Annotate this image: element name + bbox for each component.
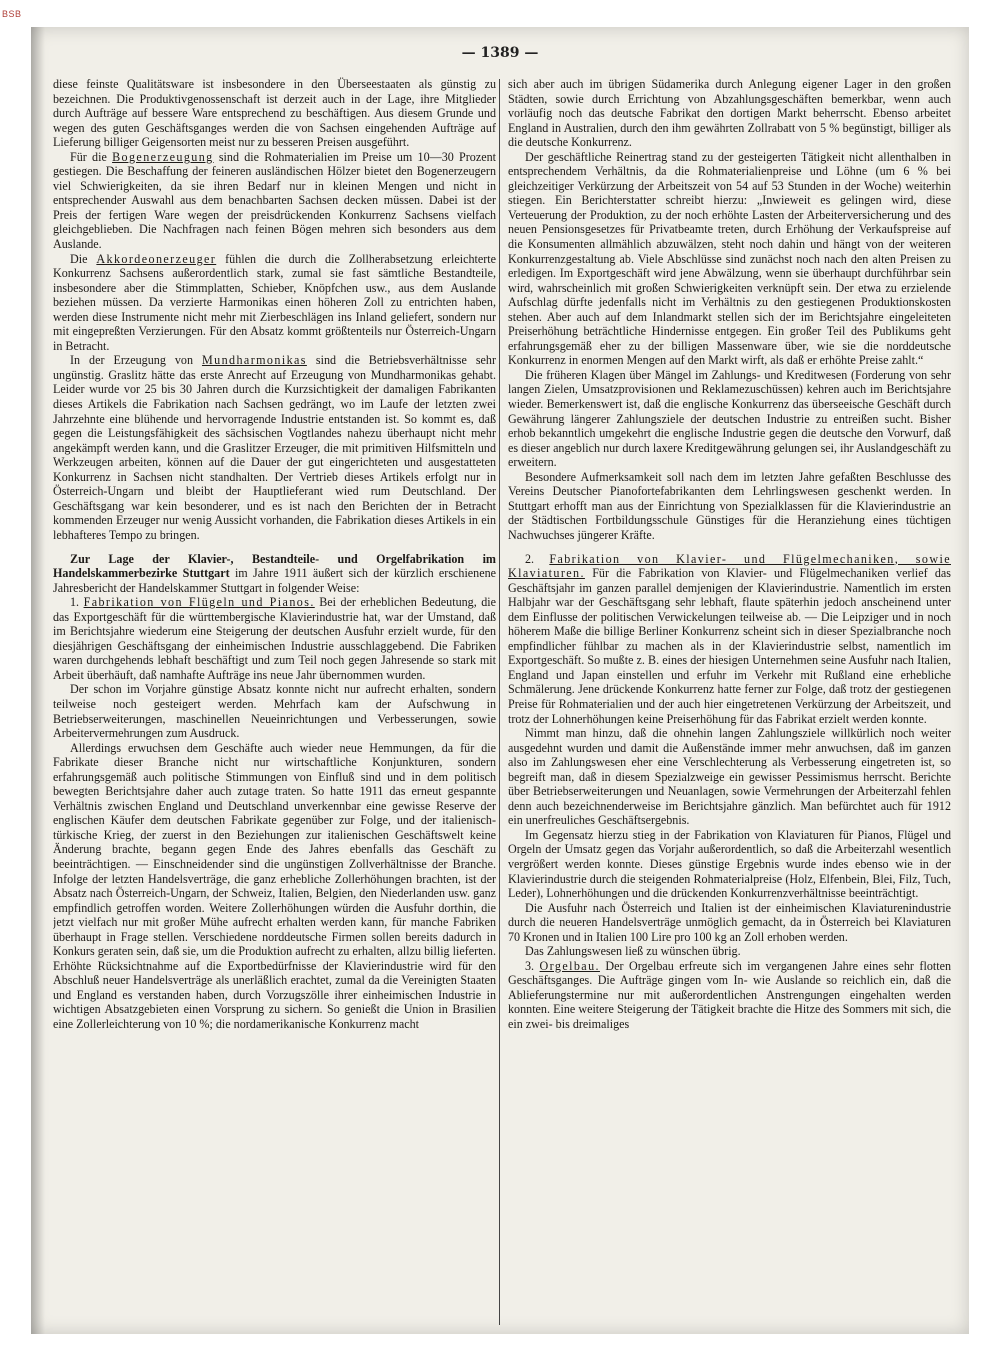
text: fühlen die durch die Zollherabsetzung erleichterte Konkurrenz Sachsens außerordentlich stark, zumal sie fast sämtliche Bestandteile, insbesondere aber die Stimmplatten, Schieber, Knöpfchen usw., aus dem Auslande beziehen müssen. Da verzierte Harmonikas einen höheren Zoll zu entrichten haben, werden diese Instrumente nicht mehr mit Zierbeschlägen ins Inland geliefert, sondern nur mit eingepreßten Verzierungen. Für den Absatz kommt größtenteils nur Österreich-Ungarn in Betracht. (53, 251, 496, 353)
paragraph: Der schon im Vorjahre günstige Absatz konnte nicht nur aufrecht erhalten, sondern teilweise noch gesteigert werden. Mehrfach kam der Aufschwung in Betriebserweiterungen, maschinellen Neueinrichtungen und Verbesserungen, sowie Arbeitervermehrungen zum Ausdruck. (53, 682, 496, 741)
text: im Jahre 1911 äußert sich der kürzlich erschienene Jahresbericht der Handelskammer Stuttgart in folgender Weise: (53, 566, 496, 595)
paragraph (53, 353, 496, 542)
text: In der Erzeugung von (70, 353, 202, 368)
paragraph (53, 252, 496, 354)
text: Für die Fabrikation von Klavier- und Flügelmechaniken verlief das Geschäftsjahr im ganzen parallel demjenigen der Klavierindustrie. Namentlich im ersten Halbjahr war der Geschäftsgang sehr lebhaft, flaute späterhin jedoch anscheinend unter dem Einflusse der politischen Verwickelungen teilweise ab. — Die Leipziger und in noch höherem Maße die billige Berliner Konkurrenz scheint sich in dieser Spezialbranche noch empfindlicher fühlbar zu machen als in der Klavierindustrie selbst, namentlich im Exportgeschäft. So mußte z. B. eines der hiesigen Unternehmen seine Ausfuhr nach Italien, England und Japan einstellen und erfuhr im Verkehr mit Rußland eine erhebliche Schmälerung. Jene drückende Konkurrenz hatte ferner zur Folge, daß trotz der gestiegenen Preise für Rohmaterialien und der auch hier eingetretenen Verkürzung der Arbeitszeit, und trotz der Lohnerhöhungen keine Preiserhöhung für das Fabrikat erzielt werden konnte. (508, 566, 951, 726)
paragraph: diese feinste Qualitätsware ist insbesondere in den Überseestaaten als günstig zu bezeichnen. Die Produktivgenossenschaft ist derzeit auch in der Lage, ihre Mitglieder durch Aufträge auf bessere Ware entsprechend zu beschäftigen. Aus diesem Grunde und wegen des guten Geschäftsganges werden die von Sachsen eingehenden Aufträge auf Lieferung billiger Geigensorten meist nur zu besseren Preisen ausgeführt. (53, 77, 496, 150)
spaced-keyword: Orgelbau. (539, 958, 600, 973)
text: Die (70, 251, 97, 266)
paragraph: Die früheren Klagen über Mängel im Zahlungs- und Kreditwesen (Forderung von sehr langen Zielen, Umsatzprovisionen und Reklamezuschüssen) kehren auch im Berichtsjahre wieder. Bemerkenswert ist, daß die englische Konkurrenz das überseeische Geschäft durch Gewährung längerer Zahlungsziele der deutschen Industrie zu entreißen sucht. Bisher erhob bekanntlich umgekehrt die englische Industrie gegen die deutsche den Vorwurf, daß es dieser angeblich nur durch laxere Kreditgewährung gelungen sei, ihr Auslandgeschäft zu erweitern. (508, 367, 951, 470)
text: Bei der erheblichen Bedeutung, die das Exportgeschäft für die württembergische Klavierindustrie hat, war der Umstand, daß im Berichtsjahre wiederum eine Steigerung der deutschen Ausfuhr erzielt wurde, für den diesjährigen Geschäftsgang der einheimischen Industrie ausschlaggebend. Die Fabriken waren durchgehends lebhaft beschäftigt und zum Teil noch gegen Jahresende so stark mit Arbeit überhäuft, daß namhafte Aufträge ins neue Jahr übernommen wurden. (53, 595, 496, 682)
paragraph: Die Ausfuhr nach Österreich und Italien ist der einheimischen Klaviaturenindustrie durch die neueren Handelsverträge unmöglich gemacht, da in Österreich bei Klaviaturen 70 Kronen und in Italien 100 Lire pro 100 kg an Zoll erhoben werden. (508, 900, 951, 944)
left-column (53, 77, 496, 1325)
spaced-keyword: Akkordeonerzeuger (96, 251, 217, 266)
text: 1. (70, 595, 84, 610)
spaced-keyword: Bogenerzeugung (112, 149, 214, 164)
text: 3. (525, 958, 540, 973)
paragraph (508, 959, 951, 1032)
paragraph: Der geschäftliche Reinertrag stand zu der gesteigerten Tätigkeit nicht allenthalben in entsprechendem Verhältnis, da die Rohmaterialienpreise und Löhne (um 6 % bei gleichzeitiger Verkürzung der Arbeitszeit von 54 auf 53 Stunden in der Woche) weiterhin stiegen. Ein Berichterstatter schreibt hierzu: „Inwieweit es gelingen wird, diese Verteuerung der Produktion, zu der noch erhöhte Lasten der Arbeiterversicherung und des neuen Pensionsgesetzes für Privatbeamte treten, durch Erhöhung der Verkaufspreise auf die Konsumenten allmählich abzuwälzen, steht noch dahin und hängt von der weiteren Konkurrenzgestaltung ab. Viele Abschlüsse sind zunächst noch nach den alten Preisen zu erledigen. Im Exportgeschäft wird jene Abwälzung, wenn sie überhaupt durchführbar sein wird, wahrscheinlich mit großen Schwierigkeiten verknüpft sein. Der etwa zu erzielende Aufschlag dürfte jedenfalls nicht im Verhältnis zu den gestiegenen Produktionskosten stehen. Aber auch auf dem Inlandmarkt stellen sich der im Berichtsjahre eingeleiteten Preiserhöhung beträchtliche Hindernisse entgegen. Ein großer Teil des Publikums geht erfahrungsgemäß eher zu der billigen Massenware über, wie sie die norddeutsche Konkurrenz in enormen Mengen auf den Markt wirft, als daß er erhöhte Preise zahlt.“ (508, 149, 951, 368)
text-columns (53, 77, 951, 1325)
section-heading: Zur Lage der Klavier-, Bestandteile- und Orgelfabrikation im Handelskammerbezirke Stuttgart (53, 551, 496, 581)
paragraph: Im Gegensatz hierzu stieg in der Fabrikation von Klaviaturen für Pianos, Flügel und Orgeln der Umsatz gegen das Vorjahr außerordentlich, so daß die Arbeiterzahl wesentlich vergrößert werden konnte. Dieses günstige Ergebnis wurde indes ebenso wie in der Klavierindustrie durch die steigenden Rohmaterialpreise (Holz, Elfenbein, Blei, Filz, Tuch, Leder), Lohnerhöhungen und die drückenden Konkurrenzverhältnisse beeinträchtigt. (508, 827, 951, 901)
text: 2. (525, 551, 550, 566)
text: sind die Rohmaterialien im Preise um 10—30 Prozent gestiegen. Die Beschaffung der feineren ausländischen Hölzer bietet den Bogenerzeugern viel Schwierigkeiten, da sie ihren Bedarf nur in kleinen Mengen und nicht in entsprechender Auswahl aus dem benachbarten Sachsen decken müssen. Dabei ist der Preis der fertigen Ware wegen der preisdrückenden Konkurrenz Sachsens vielfach gleichgeblieben. Die Nachfragen nach feinen Bögen mehren sich besonders aus dem Auslande. (53, 149, 496, 252)
section-gap (53, 543, 496, 552)
section-heading-paragraph (53, 552, 496, 596)
spaced-keyword: Fabrikation von Flügeln und Pianos. (83, 595, 315, 610)
scanned-page (31, 27, 969, 1334)
section-gap (508, 543, 951, 552)
paragraph: Nimmt man hinzu, daß die ohnehin langen Zahlungsziele willkürlich noch weiter ausgedehnt wurden und damit die Außenstände immer mehr anwuchsen, daß im ganzen also im Zahlungswesen eher eine Verschlechterung als Verbesserung eingetreten ist, so begreift man, daß in diesem Spezialzweige ein gewisser Pessimismus herrscht. Berichte über Betriebserweiterungen und Neuanlagen, sowie Vermehrungen der Arbeiterzahl fehlen denn auch bezeichnenderweise im Berichtsjahre gänzlich. Man befürchtet auch für 1912 ein unerfreuliches Geschäftsergebnis. (508, 726, 951, 828)
paragraph (53, 150, 496, 252)
text: sind die Betriebsverhältnisse sehr ungünstig. Graslitz hätte das erste Anrecht auf Erzeugung von Mundharmonikas gehabt. Leider wurde vor 25 bis 30 Jahren durch die Kurzsichtigkeit der damaligen Fabrikanten dieses Artikels die Fabrikation nach Sachsen gedrängt, wo im Laufe der letzten zwei Jahrzehnte eine blühende und hervorragende Industrie entstanden ist. So kommt es, daß gegen die Leistungsfähigkeit des sächsischen Vogtlandes nahezu überhaupt nicht mehr angekämpft werden kann, und die Graslitzer Erzeuger, die mit primitiven Hilfsmitteln und Werkzeugen arbeiten, können auf die Dauer der gut eingerichteten und ausgestatteten Konkurrenz in Sachsen nicht standhalten. Der Vertrieb dieses Artikels erfolgt nur in Österreich-Ungarn und bleibt der Hauptlieferant wied rum Deutschland. Der Geschäftsgang war kein besonderer, und es ist nach den Berichten der in Betracht kommenden Erzeuger nur wenig Aussicht vorhanden, die Fabrikation dieses Artikels in ein lebhafteres Tempo zu bringen. (53, 353, 496, 542)
paragraph: Allerdings erwuchsen dem Geschäfte auch wieder neue Hemmungen, da für die Fabrikate dieser Branche nicht nur wirtschaftliche Konjunkturen, sondern erfahrungsgemäß auch politische Stimmungen von Einfluß sind und in dem politisch bewegten Berichtsjahre daher auch zutage traten. So hatte 1911 das erneut gespannte Verhältnis zwischen England und Deutschland unverkennbar eine gewisse Reserve der englischen Käufer dem deutschen Fabrikate gegenüber zur Folge, und der italienisch-türkische Krieg, der zuerst in den Beziehungen zur italienischen Geschäftswelt keine Änderung brachte, begann gegen Ende des Jahres ebenfalls das Geschäft zu beeinträchtigen. — Einschneidender sind die ungünstigen Zollverhältnisse der Branche. Infolge der letzten Handelsverträge, die ganz erhebliche Zollerhöhungen brachten, ist der Absatz nach Österreich-Ungarn, der Schweiz, Italien, Belgien, den Niederlanden usw. ganz empfindlich getroffen worden. Weitere Zollerhöhungen würden die Ausfuhr dorthin, die jetzt vielfach nur mit großer Mühe aufrecht erhalten werden kann, für manche Fabriken überhaupt in Frage stellen. Verschiedene norddeutsche Firmen sollen bereits dadurch in Konkurs geraten sein, daß sie, um die Produktion aufrecht zu erhalten, allzu billig lieferten. Erhöhte Rücksichtnahme auf die Exportbedürfnisse der Klavierindustrie wird für den Abschluß neuer Handelsverträge als unerläßlich erachtet, zumal da die Vereinigten Staaten und England es verstanden haben, durch Vorzugszölle ihrer einheimischen Industrie in wichtigen Absatzgebieten einen Vorsprung zu sichern. So genießt die Union in Brasilien eine Zollerleichterung von 10 %; die nordamerikanische Konkurrenz macht (53, 740, 496, 1031)
page-number: — 1389 — (461, 45, 539, 61)
paragraph: sich aber auch im übrigen Südamerika durch Anlegung eigener Lager in den großen Städten, sowie durch Errichtung von Abzahlungsgeschäften bemerkbar, wenn auch vorläufig noch das deutsche Fabrikat den dortigen Markt beherrscht. Ebenso arbeitet England in Australien, durch den ihm gewährten Zollrabatt von 5 % begünstigt, billiger als die deutsche Konkurrenz. (508, 77, 951, 150)
paragraph: Besondere Aufmerksamkeit soll nach dem im letzten Jahre gefaßten Beschlusse des Vereins Deutscher Pianofortefabrikanten dem Lehrlingswesen geschenkt werden. In Stuttgart erhofft man aus der Einrichtung von Spezialklassen für die Klavierindustrie an der Städtischen Fortbildungsschule Günstiges für die Heranziehung eines tüchtigen Nachwuchses jüngerer Kräfte. (508, 469, 951, 542)
library-watermark: BSB (2, 9, 22, 19)
spaced-keyword: Mundharmonikas (201, 353, 307, 368)
paragraph: Das Zahlungswesen ließ zu wünschen übrig. (525, 944, 741, 959)
spaced-keyword: Fabrikation von Klavier- und Flügelmechaniken, sowie Klaviaturen. (508, 551, 951, 581)
text: Der Orgelbau erfreute sich im vergangenen Jahre eines sehr flotten Geschäftsganges. Die Aufträge gingen vom In- wie Auslande so reichlich ein, daß die Ablieferungstermine nur mit außerordentlichen Anstrengungen eingehalten werden konnten. Eine weitere Steigerung der Tätigkeit brachte die Hitze des Sommers mit sich, die ein zwei- bis dreimaliges (508, 958, 951, 1031)
paragraph (508, 552, 951, 727)
paragraph (53, 595, 496, 682)
right-column (508, 77, 951, 1325)
text: Für die (70, 149, 113, 164)
